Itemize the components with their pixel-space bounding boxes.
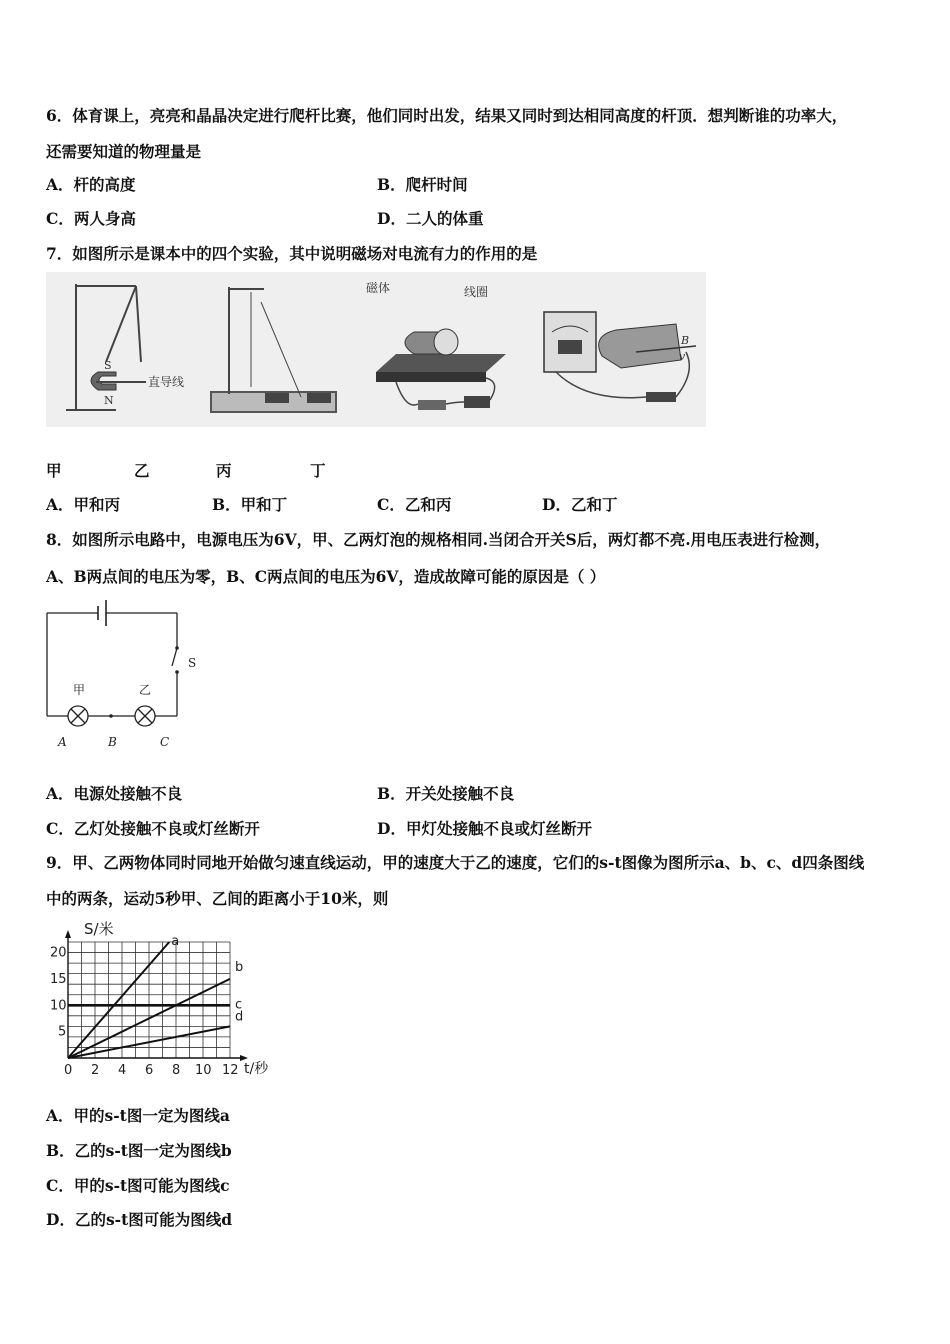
x-tick-label: 2	[91, 1063, 100, 1078]
q8-stem-line1: 8．如图所示电路中，电源电压为6V，甲、乙两灯泡的规格相同.当闭合开关S后，两灯都不亮.用电压表进行检测，	[46, 530, 831, 549]
y-tick-label: 20	[50, 945, 67, 961]
q6-stem-line2: 还需要知道的物理量是	[46, 142, 202, 161]
q9-option-b: B．乙的s-t图一定为图线b	[46, 1141, 232, 1160]
x-axis-label: t/秒	[244, 1061, 269, 1077]
label-lamp-yi: 乙	[139, 683, 152, 697]
y-tick-label: 15	[50, 971, 67, 987]
x-tick-label: 12	[222, 1063, 239, 1078]
q7-option-b: B．甲和丁	[212, 495, 288, 514]
label-v: v	[679, 350, 686, 363]
series-label-b: b	[235, 959, 244, 975]
q8-option-d: D．甲灯处接触不良或灯丝断开	[377, 819, 592, 838]
label-magnet: 磁体	[366, 281, 391, 295]
q8-option-b: B．开关处接触不良	[377, 784, 515, 803]
q7-option-c: C．乙和丙	[377, 495, 452, 514]
q8-option-c: C．乙灯处接触不良或灯丝断开	[46, 819, 260, 838]
q9-stem-line1: 9．甲、乙两物体同时同地开始做匀速直线运动，甲的速度大于乙的速度，它们的s-t图像为图所示a、b、c、d四条图线	[46, 853, 865, 872]
q8-stem-line2: A、B两点间的电压为零，B、C两点间的电压为6V，造成故障可能的原因是（ ）	[46, 567, 606, 586]
q9-st-chart	[44, 916, 284, 1082]
x-tick-label: 10	[195, 1063, 212, 1078]
caption-jia: 甲	[46, 461, 62, 480]
q9-stem-line2: 中的两条，运动5秒甲、乙间的距离小于10米，则	[46, 889, 389, 908]
label-lamp-jia: 甲	[73, 683, 86, 697]
y-axis-label: S/米	[84, 920, 114, 938]
label-n: N	[104, 394, 114, 407]
label-b-field: B	[681, 334, 690, 347]
label-point-a: A	[58, 735, 67, 749]
q9-option-c: C．甲的s-t图可能为图线c	[46, 1176, 230, 1195]
label-wire: 直导线	[148, 375, 185, 389]
q7-option-d: D．乙和丁	[542, 495, 618, 514]
x-tick-label: 0	[64, 1063, 73, 1078]
q6-option-b: B．爬杆时间	[377, 175, 468, 194]
q8-option-a: A．电源处接触不良	[46, 784, 183, 803]
label-s: S	[104, 359, 112, 372]
label-coil: 线圈	[464, 285, 489, 299]
series-label-d: d	[235, 1009, 244, 1025]
caption-yi: 乙	[134, 461, 150, 480]
q6-option-a: A．杆的高度	[46, 175, 136, 194]
y-tick-label: 5	[58, 1024, 67, 1040]
y-tick-label: 10	[50, 998, 67, 1014]
q6-option-d: D．二人的体重	[377, 209, 484, 228]
y-axis-arrow	[65, 930, 71, 938]
label-point-b: B	[108, 735, 117, 749]
q7-stem: 7．如图所示是课本中的四个实验，其中说明磁场对电流有力的作用的是	[46, 244, 538, 263]
label-switch-s: S	[188, 656, 197, 670]
q9-option-d: D．乙的s-t图可能为图线d	[46, 1210, 233, 1229]
q6-stem-line1: 6．体育课上，亮亮和晶晶决定进行爬杆比赛，他们同时出发，结果又同时到达相同高度的杆顶．想判断谁的功率大，	[46, 106, 848, 125]
q6-option-c: C．两人身高	[46, 209, 136, 228]
x-tick-label: 6	[145, 1063, 154, 1078]
switch-blade	[172, 648, 177, 666]
caption-ding: 丁	[310, 461, 326, 480]
q9-option-a: A．甲的s-t图一定为图线a	[46, 1106, 230, 1125]
q7-experiments-figure	[46, 272, 706, 427]
q8-circuit-figure	[40, 596, 210, 756]
series-label-c: c	[235, 997, 243, 1013]
label-point-c: C	[160, 735, 170, 749]
series-label-a: a	[171, 934, 180, 949]
x-tick-label: 4	[118, 1063, 127, 1078]
q7-option-a: A．甲和丙	[46, 495, 121, 514]
caption-bing: 丙	[216, 461, 232, 480]
x-tick-label: 8	[172, 1063, 181, 1078]
